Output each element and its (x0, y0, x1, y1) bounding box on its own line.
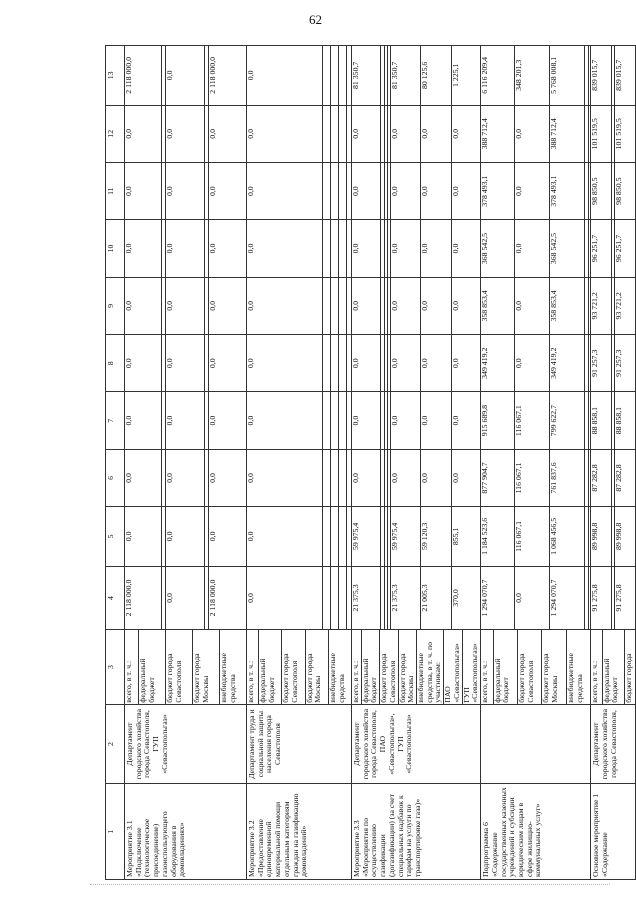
amount-value: 0,0 (514, 163, 549, 219)
amount-cell-col-6 (247, 449, 352, 506)
amount-value: 0,0 (209, 163, 246, 219)
amount-value: 0,0 (390, 392, 420, 448)
executor-cell: Департамент городского хозяйства города Севастополя, ГУП «Севастопольгаз» (125, 704, 247, 784)
amount-cell-col-7 (591, 392, 636, 449)
funding-source-label: федеральный бюджет (602, 630, 624, 703)
amount-value: 0,0 (351, 473, 360, 483)
amount-value: 0,0 (166, 163, 205, 219)
amount-cell-col-9 (352, 277, 481, 334)
amount-cell-col-8 (352, 335, 481, 392)
amount-value: 0,0 (451, 106, 480, 162)
amount-value: 2 118 000,0 (209, 46, 246, 105)
amount-cell-col-10 (591, 220, 636, 277)
amount-cell-col-12 (125, 105, 247, 162)
amount-cell-col-12 (481, 105, 591, 162)
amount-value (339, 220, 347, 276)
amount-value: 0,0 (124, 301, 133, 311)
amount-cell-col-7 (352, 392, 481, 449)
amount-value: 358 853,4 (550, 278, 585, 334)
column-number-1: 1 (106, 784, 125, 880)
amount-value: 59 975,4 (351, 522, 360, 551)
amount-value: 0,0 (390, 220, 420, 276)
column-number-12: 12 (106, 105, 125, 162)
amount-value (322, 106, 330, 162)
column-number-6: 6 (106, 449, 125, 506)
amount-value (331, 507, 339, 565)
amount-value: 0,0 (421, 335, 451, 391)
amount-value: 88 858,1 (614, 392, 635, 448)
column-number-7: 7 (106, 392, 125, 449)
column-number-4: 4 (106, 566, 125, 630)
amount-value: 116 067,1 (514, 507, 549, 565)
amount-cell-col-7 (247, 392, 352, 449)
amount-cell-col-12 (247, 105, 352, 162)
executor-cell: Департамент городского хозяйства города Севастополя, ПАО «Севастопольгаз», ГУП «Севастопольгаз» (352, 704, 481, 784)
amount-value: 0,0 (421, 220, 451, 276)
amount-cell-col-8 (591, 335, 636, 392)
funding-source-label: внебюджетные средства (566, 630, 590, 703)
amount-value: 98 850,5 (614, 163, 635, 219)
funding-source-label: всего, в т. ч.: (246, 660, 255, 703)
funding-source-label: федеральный бюджет (259, 630, 282, 703)
amount-cell-col-6 (481, 449, 591, 506)
funding-source-cell (352, 630, 481, 704)
amount-value: 368 542,5 (480, 232, 490, 265)
amount-value (322, 163, 330, 219)
amount-cell-col-10 (247, 220, 352, 277)
amount-value: 0,0 (166, 507, 205, 565)
amount-value: 2 118 000,0 (209, 567, 246, 630)
amount-value: 0,0 (514, 106, 549, 162)
measure-name-cell: Основное мероприятие 1 «Содержание (591, 784, 636, 880)
amount-value: 1 184 523,6 (480, 517, 490, 555)
amount-value: 116 067,1 (514, 392, 549, 448)
amount-cell-col-8 (247, 335, 352, 392)
amount-value: 0,0 (514, 335, 549, 391)
amount-value: 93 721,2 (614, 278, 635, 334)
amount-cell-col-9 (591, 277, 636, 334)
amount-value: 0,0 (124, 243, 133, 254)
amount-value: 0,0 (124, 186, 133, 197)
amount-value (339, 278, 347, 334)
amount-value: 0,0 (451, 278, 480, 334)
amount-value (339, 507, 347, 565)
amount-value: 96 251,7 (590, 234, 600, 263)
amount-cell-col-11 (591, 162, 636, 219)
amount-value: 368 542,5 (550, 220, 585, 276)
column-number-5: 5 (106, 507, 125, 566)
amount-value: 0,0 (390, 278, 420, 334)
column-number-2: 2 (106, 704, 125, 784)
amount-value: 0,0 (209, 507, 246, 565)
amount-value: 59 975,4 (390, 507, 420, 565)
amount-value: 0,0 (209, 278, 246, 334)
amount-value: 0,0 (246, 128, 255, 139)
amount-value: 89 998,8 (590, 522, 600, 551)
amount-cell-col-5 (352, 507, 481, 566)
amount-value: 0,0 (124, 531, 133, 542)
column-number-11: 11 (106, 162, 125, 219)
amount-value: 1 225,1 (451, 46, 480, 105)
amount-value: 87 282,8 (590, 464, 600, 492)
amount-cell-col-11 (352, 162, 481, 219)
amount-value (331, 163, 339, 219)
amount-value: 0,0 (166, 220, 205, 276)
funding-source-label: ГУП «Севастопольгаз» (462, 630, 480, 703)
amount-value: 0,0 (451, 163, 480, 219)
measure-name-cell: Мероприятие 3.3 «Мероприятия по осуществлению газификации (догазификации) (за счет специальных надбавок к тарифам на услуги по транспортировке газа)» (352, 784, 481, 880)
table-row (125, 46, 247, 880)
executor-cell: Департамент труда и социальной защиты населения города Севастополя (247, 704, 352, 784)
amount-value: 0,0 (209, 220, 246, 276)
budget-table (105, 45, 636, 880)
amount-cell-col-11 (247, 162, 352, 219)
amount-cell-col-5 (481, 507, 591, 566)
funding-source-label: бюджет города Москвы (542, 630, 566, 703)
amount-value: 0,0 (246, 415, 255, 426)
funding-source-label: бюджет города Севастополя (518, 630, 542, 703)
funding-source-label: бюджет города Москвы (193, 630, 220, 703)
amount-value: 101 519,5 (614, 106, 635, 162)
amount-cell-col-10 (125, 220, 247, 277)
amount-value: 0,0 (451, 220, 480, 276)
amount-value: 915 689,8 (480, 405, 490, 437)
funding-source-label: внебюджетные средства, в т. ч. по участникам: (417, 630, 444, 703)
amount-value: 0,0 (209, 392, 246, 448)
funding-source-label: всего, в т. ч.: (590, 660, 600, 703)
budget-table-sheet (105, 45, 633, 880)
amount-value: 0,0 (351, 186, 360, 197)
amount-cell-col-6 (352, 449, 481, 506)
amount-value (339, 335, 347, 391)
amount-value: 101 519,5 (590, 118, 600, 150)
column-number-row (106, 46, 125, 880)
amount-value (322, 450, 330, 506)
column-number-8: 8 (106, 335, 125, 392)
amount-value (322, 278, 330, 334)
funding-source-label: ПАО «Севастопольгаз» (444, 630, 462, 703)
amount-value: 358 853,4 (480, 290, 490, 322)
amount-value: 98 850,5 (590, 177, 600, 205)
executor-cell: Департамент городского хозяйства города Севастополя, (591, 704, 636, 784)
funding-source-label: федеральный бюджет (493, 630, 517, 703)
amount-value: 21 375,3 (390, 567, 420, 630)
amount-value (322, 220, 330, 276)
amount-value: 0,0 (124, 358, 133, 369)
amount-value: 89 998,8 (614, 507, 635, 565)
funding-source-label: внебюджетные средства (328, 630, 351, 703)
amount-value: 2 118 000,0 (124, 579, 133, 617)
table-row (247, 46, 352, 880)
amount-value: 88 858,1 (590, 406, 600, 435)
amount-value: 21 375,3 (351, 584, 360, 612)
amount-value: 0,0 (246, 243, 255, 254)
amount-cell-col-10 (481, 220, 591, 277)
amount-cell-col-13 (481, 46, 591, 106)
amount-value: 0,0 (421, 392, 451, 448)
funding-source-cell (591, 630, 636, 704)
amount-value (331, 220, 339, 276)
amount-cell-col-4 (247, 566, 352, 630)
column-number-9: 9 (106, 277, 125, 334)
amount-value: 6 116 209,4 (480, 56, 490, 94)
amount-cell-col-13 (591, 46, 636, 106)
amount-cell-col-4 (352, 566, 481, 630)
funding-source-label: федеральный бюджет (139, 630, 166, 703)
amount-value: 0,0 (166, 46, 205, 105)
amount-value: 0,0 (390, 450, 420, 506)
amount-value: 0,0 (390, 163, 420, 219)
funding-source-label: федеральный бюджет (361, 630, 379, 703)
amount-value: 0,0 (166, 450, 205, 506)
amount-cell-col-4 (125, 566, 247, 630)
funding-source-label: бюджет города Севастополя (282, 630, 305, 703)
amount-cell-col-6 (591, 449, 636, 506)
amount-cell-col-4 (591, 566, 636, 630)
amount-value: 349 419,2 (550, 335, 585, 391)
amount-value: 0,0 (246, 473, 255, 483)
amount-value: 370,0 (451, 567, 480, 630)
amount-value: 0,0 (514, 220, 549, 276)
scan-edge-dots (90, 884, 610, 893)
amount-cell-col-7 (481, 392, 591, 449)
amount-value (339, 392, 347, 448)
amount-value: 0,0 (209, 450, 246, 506)
amount-value (331, 278, 339, 334)
amount-cell-col-9 (125, 277, 247, 334)
amount-value: 0,0 (246, 593, 255, 603)
amount-value: 0,0 (421, 450, 451, 506)
amount-cell-col-7 (125, 392, 247, 449)
amount-value (331, 567, 339, 630)
amount-value: 1 068 456,5 (550, 507, 585, 565)
amount-value (322, 46, 330, 105)
amount-cell-col-13 (125, 46, 247, 106)
amount-cell-col-8 (481, 335, 591, 392)
amount-cell-col-10 (352, 220, 481, 277)
funding-source-cell (481, 630, 591, 704)
amount-cell-col-8 (125, 335, 247, 392)
amount-value: 0,0 (209, 335, 246, 391)
amount-value (322, 392, 330, 448)
amount-value: 0,0 (166, 392, 205, 448)
amount-cell-col-12 (352, 105, 481, 162)
funding-source-cell (125, 630, 247, 704)
amount-value: 59 120,3 (421, 507, 451, 565)
table-body (106, 46, 636, 880)
amount-cell-col-5 (591, 507, 636, 566)
amount-value: 0,0 (124, 473, 133, 483)
amount-value: 839 015,7 (614, 46, 635, 105)
amount-value: 0,0 (166, 278, 205, 334)
amount-value: 0,0 (390, 335, 420, 391)
amount-value: 0,0 (421, 278, 451, 334)
amount-cell-col-9 (481, 277, 591, 334)
executor-cell (481, 704, 591, 784)
page-number: 62 (309, 12, 322, 27)
amount-value: 378 493,1 (550, 163, 585, 219)
amount-value: 0,0 (246, 301, 255, 311)
amount-value: 0,0 (246, 186, 255, 197)
amount-value (331, 335, 339, 391)
amount-value: 0,0 (351, 243, 360, 254)
amount-value: 0,0 (209, 106, 246, 162)
amount-cell-col-11 (125, 162, 247, 219)
amount-value: 21 005,3 (421, 567, 451, 630)
amount-value: 91 275,8 (614, 567, 635, 630)
amount-value (339, 163, 347, 219)
amount-value: 348 201,3 (514, 46, 549, 105)
amount-value (322, 507, 330, 565)
amount-value: 2 118 000,0 (124, 56, 133, 94)
amount-value: 388 712,4 (480, 118, 490, 150)
amount-value: 0,0 (166, 106, 205, 162)
column-number-13: 13 (106, 46, 125, 106)
amount-value: 877 904,7 (480, 462, 490, 494)
amount-cell-col-9 (247, 277, 352, 334)
amount-value (331, 450, 339, 506)
amount-value: 0,0 (351, 128, 360, 139)
amount-value: 839 015,7 (590, 59, 600, 91)
column-number-3: 3 (106, 630, 125, 704)
amount-value: 855,1 (451, 507, 480, 565)
amount-value: 0,0 (514, 278, 549, 334)
amount-value (331, 106, 339, 162)
amount-value: 761 837,6 (550, 450, 585, 506)
amount-value: 799 622,7 (550, 392, 585, 448)
amount-cell-col-13 (247, 46, 352, 106)
amount-value: 349 419,2 (480, 347, 490, 379)
funding-source-label: всего, в т. ч.: (124, 660, 133, 703)
funding-source-label: всего, в т. ч.: (351, 660, 360, 703)
amount-value (339, 46, 347, 105)
amount-value: 0,0 (166, 567, 205, 630)
amount-value: 96 251,7 (614, 220, 635, 276)
amount-value (322, 335, 330, 391)
funding-source-label: бюджет города Москвы (398, 630, 416, 703)
amount-value: 5 768 008,1 (550, 46, 585, 105)
funding-source-label: бюджет города Севастополя (166, 630, 193, 703)
table-row (352, 46, 481, 880)
amount-value: 0,0 (246, 358, 255, 369)
amount-cell-col-13 (352, 46, 481, 106)
amount-value: 87 282,8 (614, 450, 635, 506)
amount-value: 0,0 (124, 415, 133, 426)
amount-value: 0,0 (451, 392, 480, 448)
amount-value: 0,0 (451, 335, 480, 391)
amount-value (339, 450, 347, 506)
amount-value: 388 712,4 (550, 106, 585, 162)
amount-value (331, 392, 339, 448)
amount-value: 0,0 (390, 106, 420, 162)
amount-value: 81 350,7 (390, 46, 420, 105)
funding-source-label: внебюджетные средства (220, 630, 246, 703)
funding-source-label: всего, в т. ч.: (480, 660, 490, 703)
amount-value: 91 275,8 (590, 584, 600, 612)
amount-value: 378 493,1 (480, 175, 490, 207)
funding-source-label: бюджет города Севастополя (380, 630, 398, 703)
amount-cell-col-11 (481, 162, 591, 219)
measure-name-cell: Подпрограмма 6 «Содержание государственных казенных учреждений и субсидии юридическим лицам в сфере жилищно-коммунальных услуг» (481, 784, 591, 880)
measure-name-cell: Мероприятие 3.2 «Предоставление единовременной материальной помощи отдельным категориям граждан на газификацию домовладений» (247, 784, 352, 880)
amount-value (331, 46, 339, 105)
amount-value: 81 350,7 (351, 61, 360, 89)
measure-name-cell: Мероприятие 3.1 «Подключение (технологическое присоединение) газоиспользующего оборудования в домовладениях» (125, 784, 247, 880)
amount-cell-col-4 (481, 566, 591, 630)
amount-value: 0,0 (124, 128, 133, 139)
amount-value: 0,0 (421, 106, 451, 162)
amount-value: 0,0 (246, 531, 255, 542)
funding-source-label: бюджет города (624, 630, 635, 703)
amount-value: 80 125,6 (421, 46, 451, 105)
amount-cell-col-5 (125, 507, 247, 566)
amount-value: 0,0 (246, 70, 255, 81)
amount-value (339, 567, 347, 630)
amount-value: 0,0 (166, 335, 205, 391)
amount-value: 0,0 (514, 567, 549, 630)
amount-value: 93 721,2 (590, 292, 600, 320)
amount-value: 91 257,3 (590, 349, 600, 377)
funding-source-label: бюджет города Москвы (305, 630, 328, 703)
amount-value: 1 294 070,7 (550, 567, 585, 630)
amount-cell-col-6 (125, 449, 247, 506)
table-row (591, 46, 636, 880)
table-row (481, 46, 591, 880)
column-number-10: 10 (106, 220, 125, 277)
amount-value: 116 067,1 (514, 450, 549, 506)
amount-value: 0,0 (351, 358, 360, 369)
amount-value: 0,0 (451, 450, 480, 506)
amount-cell-col-12 (591, 105, 636, 162)
amount-value: 0,0 (351, 415, 360, 426)
amount-value (339, 106, 347, 162)
amount-value: 91 257,3 (614, 335, 635, 391)
amount-value: 0,0 (351, 301, 360, 311)
amount-value (322, 567, 330, 630)
amount-cell-col-5 (247, 507, 352, 566)
funding-source-cell (247, 630, 352, 704)
amount-value: 0,0 (421, 163, 451, 219)
amount-value: 1 294 070,7 (480, 579, 490, 617)
